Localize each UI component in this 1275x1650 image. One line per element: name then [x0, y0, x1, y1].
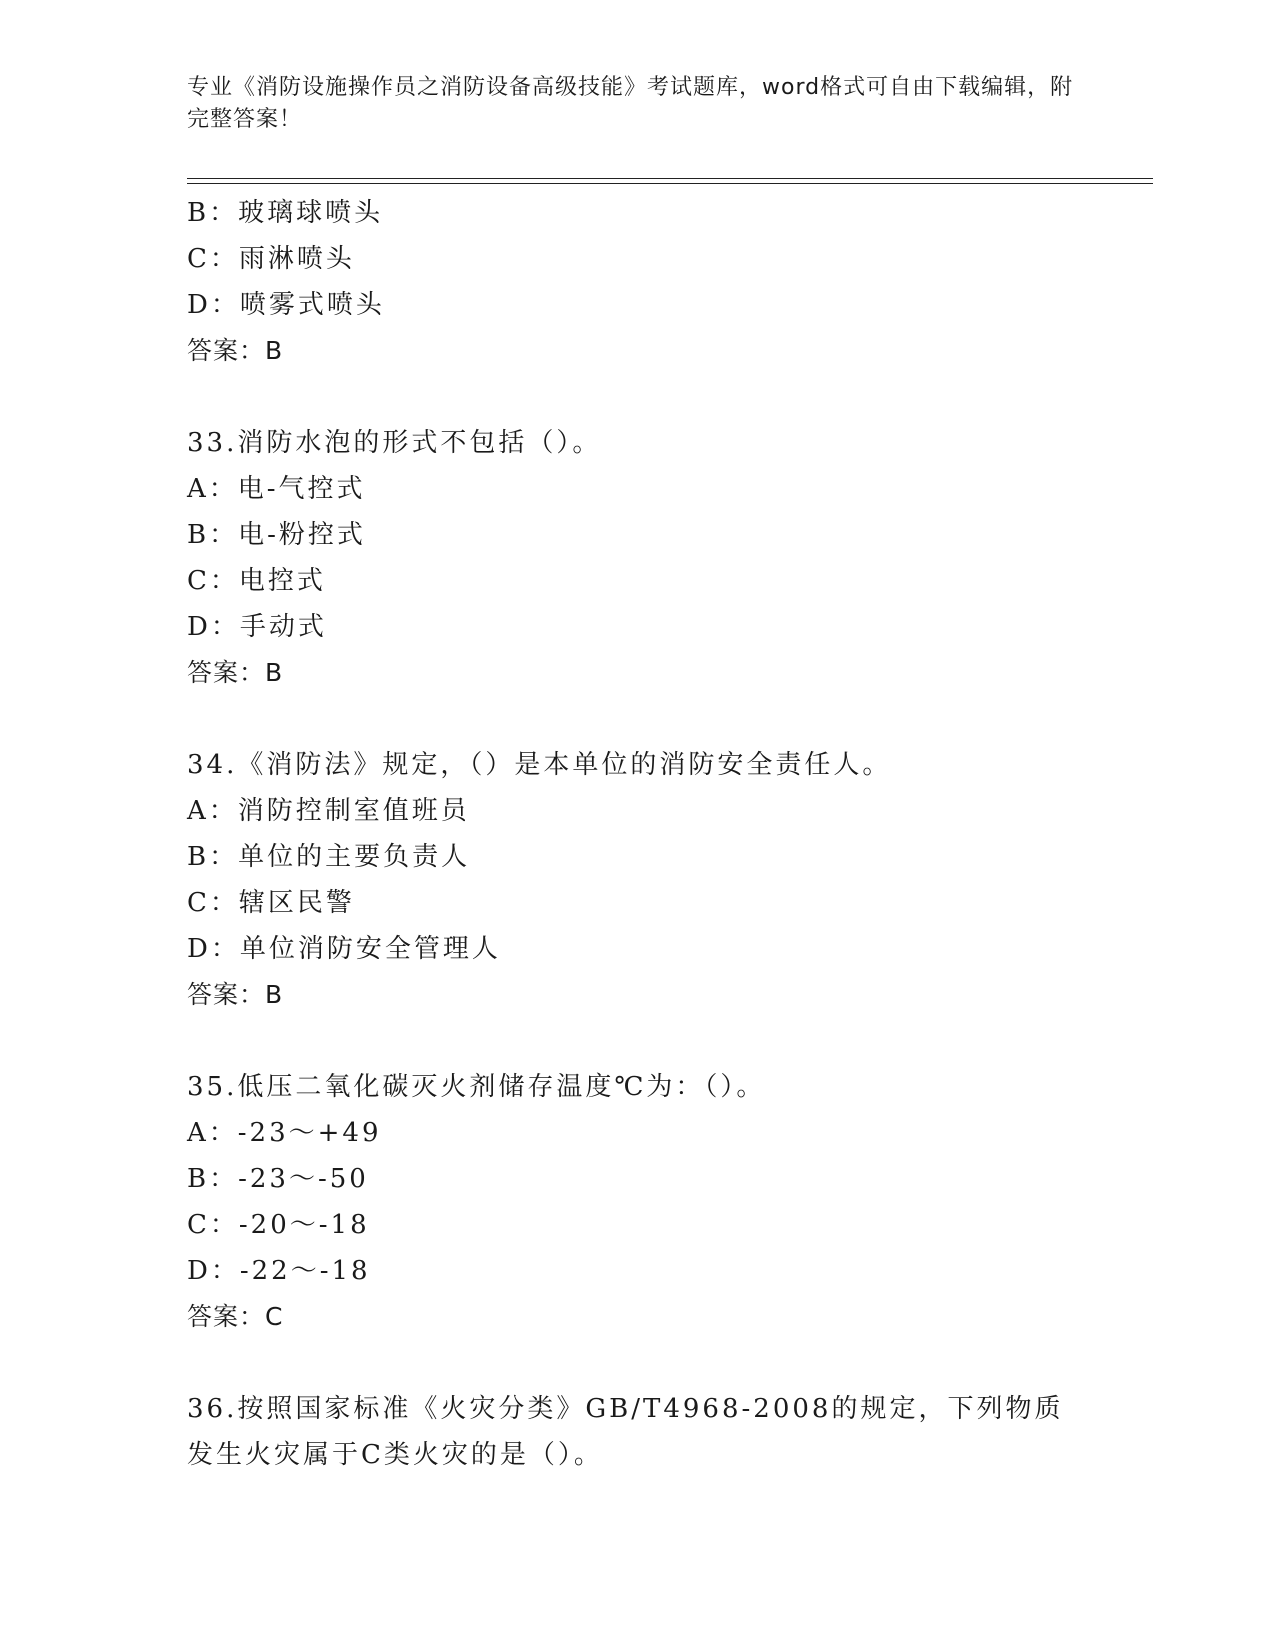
question-33	[187, 420, 1087, 696]
option-a: A：-23～+49	[187, 1118, 382, 1148]
option-b: B：玻璃球喷头	[187, 198, 384, 228]
question-stem: 33.消防水泡的形式不包括（）。	[187, 428, 602, 458]
option-a: A：消防控制室值班员	[187, 796, 470, 826]
answer-line: 答案：B	[187, 658, 284, 687]
option-d: D：-22～-18	[187, 1256, 371, 1286]
option-d: D：单位消防安全管理人	[187, 934, 501, 964]
question-list	[187, 190, 1087, 1478]
question-stem: 34.《消防法》规定，（）是本单位的消防安全责任人。	[187, 750, 892, 780]
option-c: C：雨淋喷头	[187, 244, 355, 274]
question-stem: 36.按照国家标准《火灾分类》GB/T4968-2008的规定，下列物质发生火灾属于C类火灾的是（）。	[187, 1394, 1064, 1470]
question-stem: 35.低压二氧化碳灭火剂储存温度℃为：（）。	[187, 1072, 766, 1102]
option-b: B：-23～-50	[187, 1164, 369, 1194]
answer-line: 答案：C	[187, 1302, 284, 1331]
option-d: D：手动式	[187, 612, 327, 642]
document-header: 专业《消防设施操作员之消防设备高级技能》考试题库，word格式可自由下载编辑，附完整答案！	[187, 75, 1074, 132]
option-b: B：电-粉控式	[187, 520, 366, 550]
carry-over-block	[187, 190, 1087, 374]
header-divider-top	[187, 178, 1153, 179]
option-c: C：辖区民警	[187, 888, 355, 918]
question-34	[187, 742, 1087, 1018]
option-a: A：电-气控式	[187, 474, 366, 504]
question-35	[187, 1064, 1087, 1340]
header-divider-bottom	[187, 183, 1153, 184]
question-36	[187, 1386, 1087, 1478]
answer-line: 答案：B	[187, 336, 284, 365]
option-b: B：单位的主要负责人	[187, 842, 471, 872]
option-c: C：电控式	[187, 566, 326, 596]
option-c: C：-20～-18	[187, 1210, 370, 1240]
answer-line: 答案：B	[187, 980, 284, 1009]
option-d: D：喷雾式喷头	[187, 290, 385, 320]
